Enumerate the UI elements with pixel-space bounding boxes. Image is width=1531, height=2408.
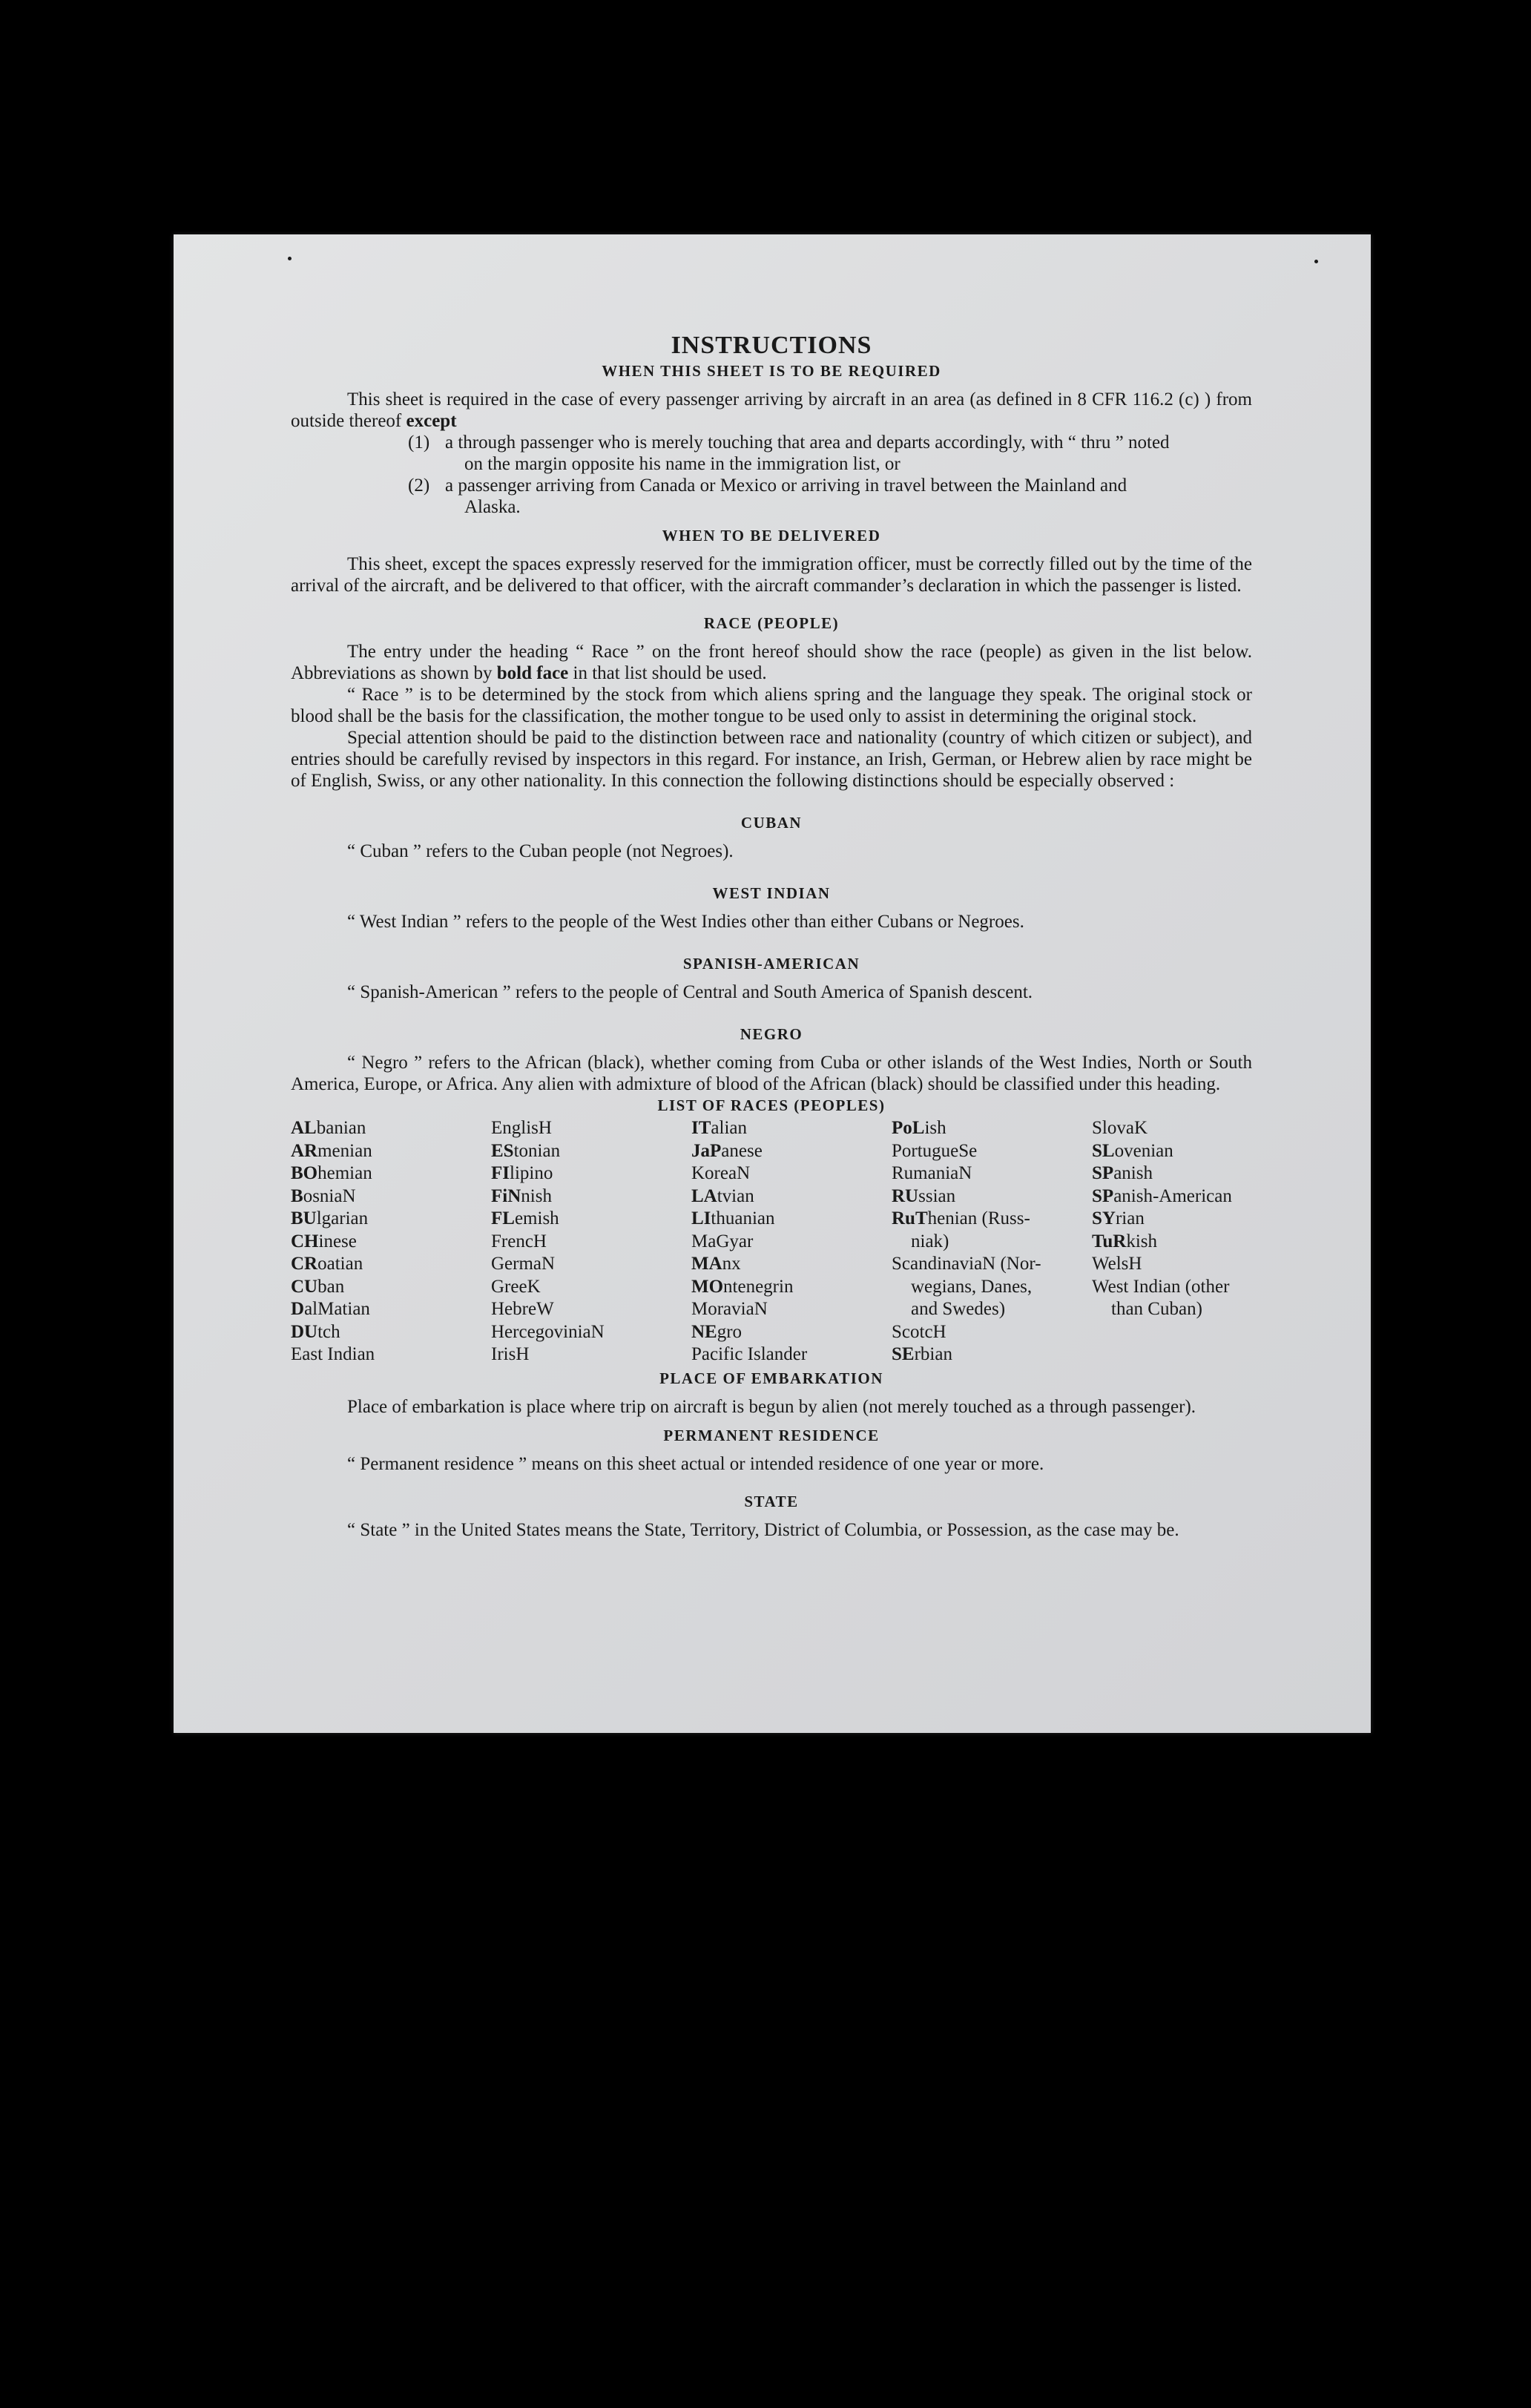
exception-text-cont: Alaska. — [464, 497, 521, 517]
race-entry — [291, 1253, 491, 1276]
race-name-text: MoraviaN — [691, 1299, 768, 1319]
race-entry — [1092, 1185, 1252, 1208]
race-name-text: alMatian — [304, 1299, 370, 1319]
race-entry — [291, 1117, 491, 1140]
race-text: in that list should be used. — [573, 663, 767, 683]
race-entry — [1092, 1117, 1252, 1140]
race-entry — [1092, 1253, 1252, 1276]
race-paragraph-3: Special attention should be paid to the distinction between race and nationality (country of which citizen or subject), and entries should be carefully revised by inspectors in this regard. For instance, an Irish, German, or Hebrew alien by race might be of English, Swiss, or any other nationality. In this connection the following distinctions should be especially observed : — [291, 728, 1252, 791]
race-abbreviation: FL — [491, 1208, 515, 1228]
race-paragraph-1 — [291, 641, 1252, 684]
paper-speck — [288, 257, 292, 260]
race-entry — [892, 1231, 1092, 1254]
race-entry — [291, 1185, 491, 1208]
race-name-text: nish — [521, 1185, 552, 1206]
race-name-text: ovenian — [1114, 1140, 1173, 1161]
race-entry — [892, 1117, 1092, 1140]
exception-number: (1) — [408, 432, 430, 453]
race-name-text: HebreW — [491, 1299, 554, 1319]
race-entry — [491, 1343, 691, 1366]
race-abbreviation: DU — [291, 1321, 318, 1342]
race-name-text: lgarian — [316, 1208, 369, 1228]
state-paragraph: “ State ” in the United States means the State, Territory, District of Columbia, or Possession, as the case may be. — [347, 1519, 1179, 1540]
race-entry — [291, 1162, 491, 1185]
race-name-text: osniaN — [303, 1185, 356, 1206]
race-name-text: WelsH — [1092, 1254, 1142, 1274]
race-entry — [892, 1343, 1092, 1366]
bold-face-text: bold face — [496, 663, 569, 683]
section-heading-list-of-races: LIST OF RACES (PEOPLES) — [657, 1096, 886, 1114]
race-entry — [1092, 1298, 1252, 1321]
race-entry — [691, 1276, 892, 1299]
race-name-text: GermaN — [491, 1254, 556, 1274]
section-heading-cuban: CUBAN — [740, 814, 803, 832]
race-entry — [1092, 1140, 1252, 1163]
section-heading-place-of-embarkation: PLACE OF EMBARKATION — [659, 1369, 883, 1387]
exception-text-cont: on the margin opposite his name in the immigration list, or — [464, 454, 901, 474]
race-abbreviation: AL — [291, 1118, 317, 1138]
race-entry — [892, 1162, 1092, 1185]
race-entry — [491, 1162, 691, 1185]
race-abbreviation: SY — [1092, 1208, 1116, 1228]
race-name-text: ntenegrin — [723, 1276, 794, 1297]
race-name-text: ish — [924, 1118, 946, 1138]
when-required-paragraph — [291, 389, 1252, 432]
race-abbreviation: MO — [691, 1276, 724, 1297]
race-abbreviation: JaP — [691, 1140, 722, 1161]
race-abbreviation: SL — [1092, 1140, 1115, 1161]
race-name-text: kish — [1126, 1231, 1158, 1251]
race-abbreviation: LI — [691, 1208, 711, 1228]
race-abbreviation: NE — [691, 1321, 717, 1342]
race-name-text: ban — [317, 1276, 345, 1297]
race-entry — [491, 1253, 691, 1276]
race-entry — [491, 1298, 691, 1321]
race-entry — [691, 1343, 892, 1366]
race-name-text: tvian — [717, 1185, 754, 1206]
race-name-text: tonian — [513, 1140, 561, 1161]
race-name-text: MaGyar — [691, 1231, 754, 1251]
section-heading-spanish-american: SPANISH-AMERICAN — [682, 955, 860, 973]
cuban-paragraph: “ Cuban ” refers to the Cuban people (not Negroes). — [347, 841, 734, 861]
race-name-text: anish — [1113, 1163, 1153, 1183]
race-column — [291, 1117, 491, 1366]
race-name-text: anish-American — [1113, 1185, 1232, 1206]
race-entry — [892, 1185, 1092, 1208]
exception-item-2 — [291, 475, 1252, 518]
race-abbreviation: CR — [291, 1254, 318, 1274]
race-entry — [491, 1321, 691, 1344]
section-heading-when-delivered: WHEN TO BE DELIVERED — [662, 527, 881, 545]
race-name-text: rbian — [914, 1344, 952, 1364]
section-heading-permanent-residence: PERMANENT RESIDENCE — [663, 1426, 880, 1444]
race-name-text: anese — [721, 1140, 763, 1161]
race-name-text: rian — [1115, 1208, 1145, 1228]
when-delivered-paragraph: This sheet, except the spaces expressly reserved for the immigration officer, must be correctly filled out by the time of the arrival of the aircraft, and be delivered to that officer, with the aircraft commander’s declaration in which the passenger is listed. — [291, 554, 1252, 596]
race-entry — [691, 1140, 892, 1163]
race-abbreviation: BO — [291, 1163, 318, 1183]
race-entry — [691, 1208, 892, 1231]
embarkation-paragraph: Place of embarkation is place where trip on aircraft is begun by alien (not merely touched as a through passenger). — [347, 1396, 1196, 1417]
race-entry — [892, 1140, 1092, 1163]
race-name-text: niak) — [911, 1231, 949, 1251]
race-paragraph-2: “ Race ” is to be determined by the stock from which aliens spring and the language they speak. The original stock or blood shall be the basis for the classification, the mother tongue to be used only to assist in determining the original stock. — [291, 685, 1252, 726]
race-name-text: hemian — [317, 1163, 372, 1183]
race-name-text: HercegoviniaN — [491, 1321, 605, 1342]
race-abbreviation: LA — [691, 1185, 717, 1206]
race-entry — [892, 1276, 1092, 1299]
race-abbreviation: SP — [1092, 1185, 1114, 1206]
race-entry — [491, 1117, 691, 1140]
race-entry — [491, 1276, 691, 1299]
race-name-text: nx — [722, 1254, 741, 1274]
section-heading-when-required: WHEN THIS SHEET IS TO BE REQUIRED — [602, 362, 941, 380]
race-entry — [691, 1162, 892, 1185]
spanish-american-paragraph: “ Spanish-American ” refers to the people of Central and South America of Spanish descent. — [347, 982, 1033, 1002]
exception-text: a passenger arriving from Canada or Mexico or arriving in travel between the Mainland and — [445, 476, 1127, 496]
race-name-text: Pacific Islander — [691, 1344, 808, 1364]
race-abbreviation: RU — [892, 1185, 919, 1206]
west-indian-paragraph: “ West Indian ” refers to the people of the West Indies other than either Cubans or Negroes. — [347, 912, 1024, 932]
race-entry — [691, 1117, 892, 1140]
race-column — [892, 1117, 1092, 1366]
race-name-text: SlovaK — [1092, 1118, 1148, 1138]
race-column — [491, 1117, 691, 1366]
section-heading-state: STATE — [744, 1492, 799, 1510]
race-abbreviation: TuR — [1092, 1231, 1127, 1251]
race-entry — [491, 1185, 691, 1208]
race-name-text: EnglisH — [491, 1118, 552, 1138]
negro-paragraph: “ Negro ” refers to the African (black), whether coming from Cuba or other islands of the West Indies, North or South America, Europe, or Africa. Any alien with admixture of blood of the African (black) should be classified under this heading. — [291, 1053, 1252, 1094]
race-name-text: KoreaN — [691, 1163, 751, 1183]
race-name-text: ScotcH — [892, 1321, 946, 1342]
race-entry — [691, 1231, 892, 1254]
race-entry — [291, 1321, 491, 1344]
race-name-text: emish — [514, 1208, 559, 1228]
race-text: The entry under the heading “ Race ” on the front hereof should show the race (people) as given in the list below. Abbreviations as shown by — [291, 642, 1252, 683]
race-entry — [691, 1185, 892, 1208]
race-name-text: inese — [318, 1231, 357, 1251]
race-entry — [491, 1140, 691, 1163]
race-entry — [691, 1321, 892, 1344]
race-entry — [291, 1208, 491, 1231]
document-title: INSTRUCTIONS — [671, 332, 872, 359]
race-name-text: wegians, Danes, — [911, 1276, 1033, 1297]
race-entry — [291, 1276, 491, 1299]
race-name-text: IrisH — [491, 1344, 530, 1364]
race-entry — [291, 1140, 491, 1163]
when-required-except: except — [406, 411, 457, 431]
race-name-text: oatian — [317, 1254, 363, 1274]
race-name-text: West Indian (other — [1092, 1276, 1230, 1297]
when-required-text: This sheet is required in the case of every passenger arriving by aircraft in an area (as defined in 8 CFR 116.2 (c) ) from outside thereof — [291, 389, 1252, 431]
race-entry — [291, 1343, 491, 1366]
race-abbreviation: SP — [1092, 1163, 1114, 1183]
race-abbreviation: AR — [291, 1140, 318, 1161]
race-abbreviation: FI — [491, 1163, 510, 1183]
race-name-text: lipino — [510, 1163, 553, 1183]
race-name-text: ScandinaviaN (Nor- — [892, 1254, 1041, 1274]
race-name-text: alian — [711, 1118, 747, 1138]
exception-number: (2) — [408, 476, 430, 496]
race-entry — [491, 1208, 691, 1231]
race-name-text: FrencH — [491, 1231, 547, 1251]
race-column — [691, 1117, 892, 1366]
race-entry — [491, 1231, 691, 1254]
race-entry — [291, 1298, 491, 1321]
race-entry — [892, 1208, 1092, 1231]
race-entry — [1092, 1276, 1252, 1299]
document-page — [174, 234, 1371, 1733]
race-name-text: tch — [317, 1321, 340, 1342]
race-name-text: PortugueSe — [892, 1140, 978, 1161]
race-abbreviation: CU — [291, 1276, 318, 1297]
race-abbreviation: MA — [691, 1254, 722, 1274]
race-list-table — [291, 1117, 1252, 1366]
race-entry — [291, 1231, 491, 1254]
race-name-text: and Swedes) — [911, 1299, 1006, 1319]
exception-item-1 — [291, 432, 1252, 475]
race-abbreviation: RuT — [892, 1208, 928, 1228]
race-abbreviation: BU — [291, 1208, 317, 1228]
section-heading-negro: NEGRO — [740, 1025, 803, 1043]
race-entry — [1092, 1231, 1252, 1254]
race-entry — [1092, 1208, 1252, 1231]
exception-text: a through passenger who is merely touching that area and departs accordingly, with “ thru ” noted — [445, 432, 1170, 453]
race-name-text: gro — [717, 1321, 743, 1342]
race-name-text: GreeK — [491, 1276, 541, 1297]
race-abbreviation: B — [291, 1185, 303, 1206]
race-name-text: thuanian — [711, 1208, 775, 1228]
race-abbreviation: FiN — [491, 1185, 521, 1206]
race-abbreviation: D — [291, 1299, 305, 1319]
race-entry — [892, 1298, 1092, 1321]
race-entry — [691, 1253, 892, 1276]
paper-speck — [1314, 260, 1318, 263]
race-name-text: than Cuban) — [1111, 1299, 1202, 1319]
race-entry — [691, 1298, 892, 1321]
document-body — [291, 331, 1252, 1541]
race-entry — [892, 1321, 1092, 1344]
race-name-text: RumaniaN — [892, 1163, 972, 1183]
section-heading-west-indian: WEST INDIAN — [712, 884, 831, 902]
race-entry — [1092, 1162, 1252, 1185]
race-abbreviation: PoL — [892, 1118, 925, 1138]
race-abbreviation: CH — [291, 1231, 319, 1251]
race-name-text: henian (Russ- — [927, 1208, 1030, 1228]
race-abbreviation: IT — [691, 1118, 711, 1138]
race-name-text: banian — [316, 1118, 366, 1138]
race-column — [1092, 1117, 1252, 1366]
race-name-text: East Indian — [291, 1344, 375, 1364]
race-abbreviation: ES — [491, 1140, 514, 1161]
section-heading-race: RACE (PEOPLE) — [703, 614, 840, 632]
residence-paragraph: “ Permanent residence ” means on this sheet actual or intended residence of one year or more. — [347, 1453, 1044, 1474]
race-entry — [892, 1253, 1092, 1276]
race-name-text: ssian — [918, 1185, 956, 1206]
race-abbreviation: SE — [892, 1344, 915, 1364]
race-name-text: menian — [317, 1140, 372, 1161]
